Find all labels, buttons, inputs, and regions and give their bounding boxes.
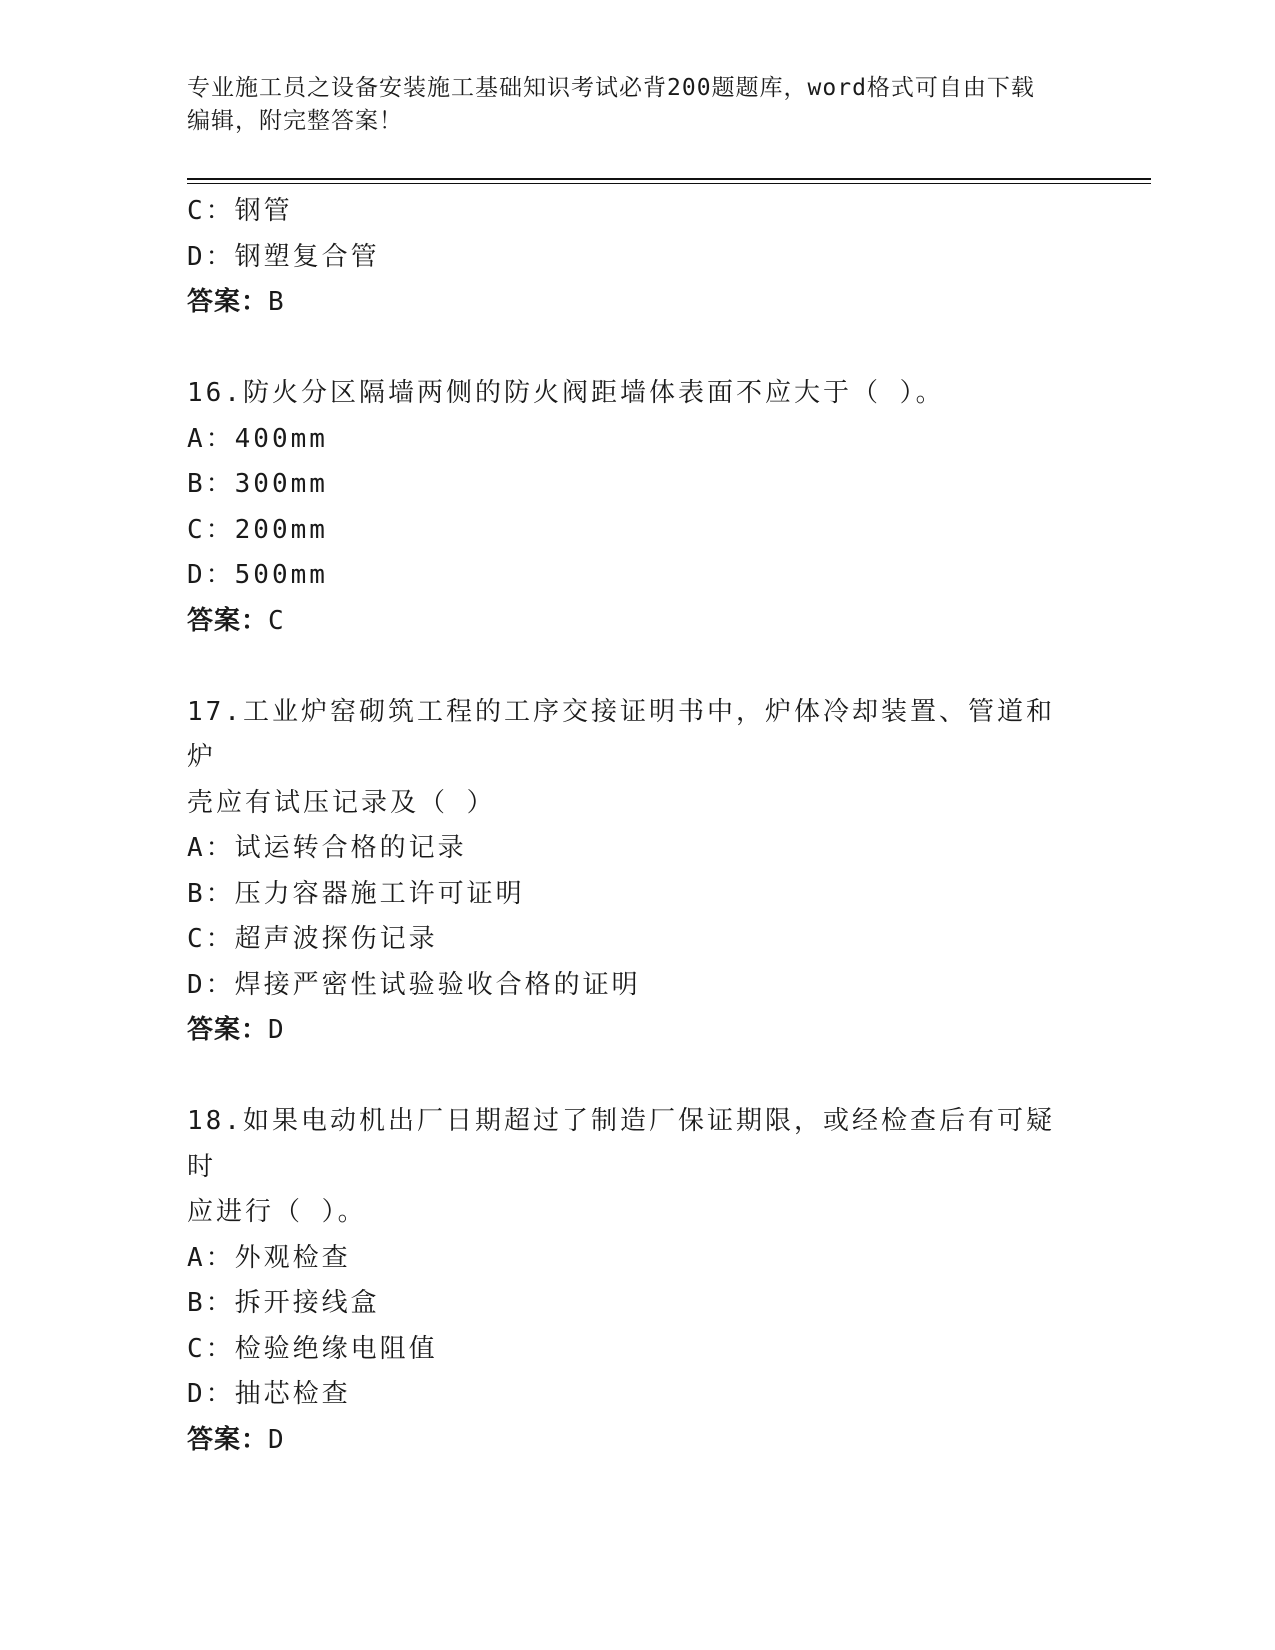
answer-value: D bbox=[268, 1015, 285, 1045]
header-line-1: 专业施工员之设备安装施工基础知识考试必背200题题库，word格式可自由下载 bbox=[187, 75, 1035, 101]
option-a: A：外观检查 bbox=[187, 1242, 351, 1273]
answer-line bbox=[187, 280, 1087, 326]
option-d: D：焊接严密性试验验收合格的证明 bbox=[187, 969, 641, 1000]
option-d: D：500mm bbox=[187, 560, 328, 590]
answer-line bbox=[187, 1008, 1087, 1054]
spacer bbox=[187, 326, 1087, 372]
question-text-line-1: 18.如果电动机出厂日期超过了制造厂保证期限，或经检查后有可疑时 bbox=[187, 1106, 1055, 1182]
question-text: 16.防火分区隔墙两侧的防火阀距墙体表面不应大于（ ）。 bbox=[187, 378, 945, 408]
document-header bbox=[187, 72, 1067, 138]
question-content bbox=[187, 189, 1087, 1463]
spacer bbox=[187, 1054, 1087, 1100]
answer-label: 答案： bbox=[187, 1015, 269, 1045]
answer-label: 答案： bbox=[187, 1424, 269, 1455]
answer-value: C bbox=[268, 605, 285, 636]
option-a: A：试运转合格的记录 bbox=[187, 833, 467, 863]
spacer bbox=[187, 644, 1087, 690]
option-a: A：400mm bbox=[187, 423, 328, 454]
answer-label: 答案： bbox=[187, 287, 269, 317]
answer-value: B bbox=[268, 287, 285, 317]
answer-line bbox=[187, 1418, 1087, 1464]
option-d: D：钢塑复合管 bbox=[187, 241, 380, 272]
header-rule-thin bbox=[187, 183, 1151, 184]
question-16 bbox=[187, 371, 1087, 644]
answer-value: D bbox=[268, 1424, 285, 1455]
option-b: B：压力容器施工许可证明 bbox=[187, 878, 525, 909]
question-text-line-2: 应进行（ ）。 bbox=[187, 1197, 367, 1227]
option-c: C：超声波探伤记录 bbox=[187, 924, 438, 954]
option-b: B：300mm bbox=[187, 469, 328, 499]
option-c: C：检验绝缘电阻值 bbox=[187, 1333, 438, 1364]
question-text-line-2: 壳应有试压记录及（ ） bbox=[187, 787, 496, 818]
option-b: B：拆开接线盒 bbox=[187, 1288, 380, 1318]
header-rule-thick bbox=[187, 178, 1151, 180]
answer-label: 答案： bbox=[187, 605, 269, 636]
continued-question bbox=[187, 189, 1087, 326]
option-d: D：抽芯检查 bbox=[187, 1379, 351, 1409]
question-18 bbox=[187, 1099, 1087, 1463]
question-text-line-1: 17.工业炉窑砌筑工程的工序交接证明书中，炉体冷却装置、管道和炉 bbox=[187, 696, 1055, 772]
answer-line bbox=[187, 599, 1087, 645]
header-line-2: 编辑，附完整答案！ bbox=[187, 108, 403, 134]
question-17 bbox=[187, 690, 1087, 1054]
option-c: C：200mm bbox=[187, 514, 328, 545]
option-c: C：钢管 bbox=[187, 196, 293, 226]
